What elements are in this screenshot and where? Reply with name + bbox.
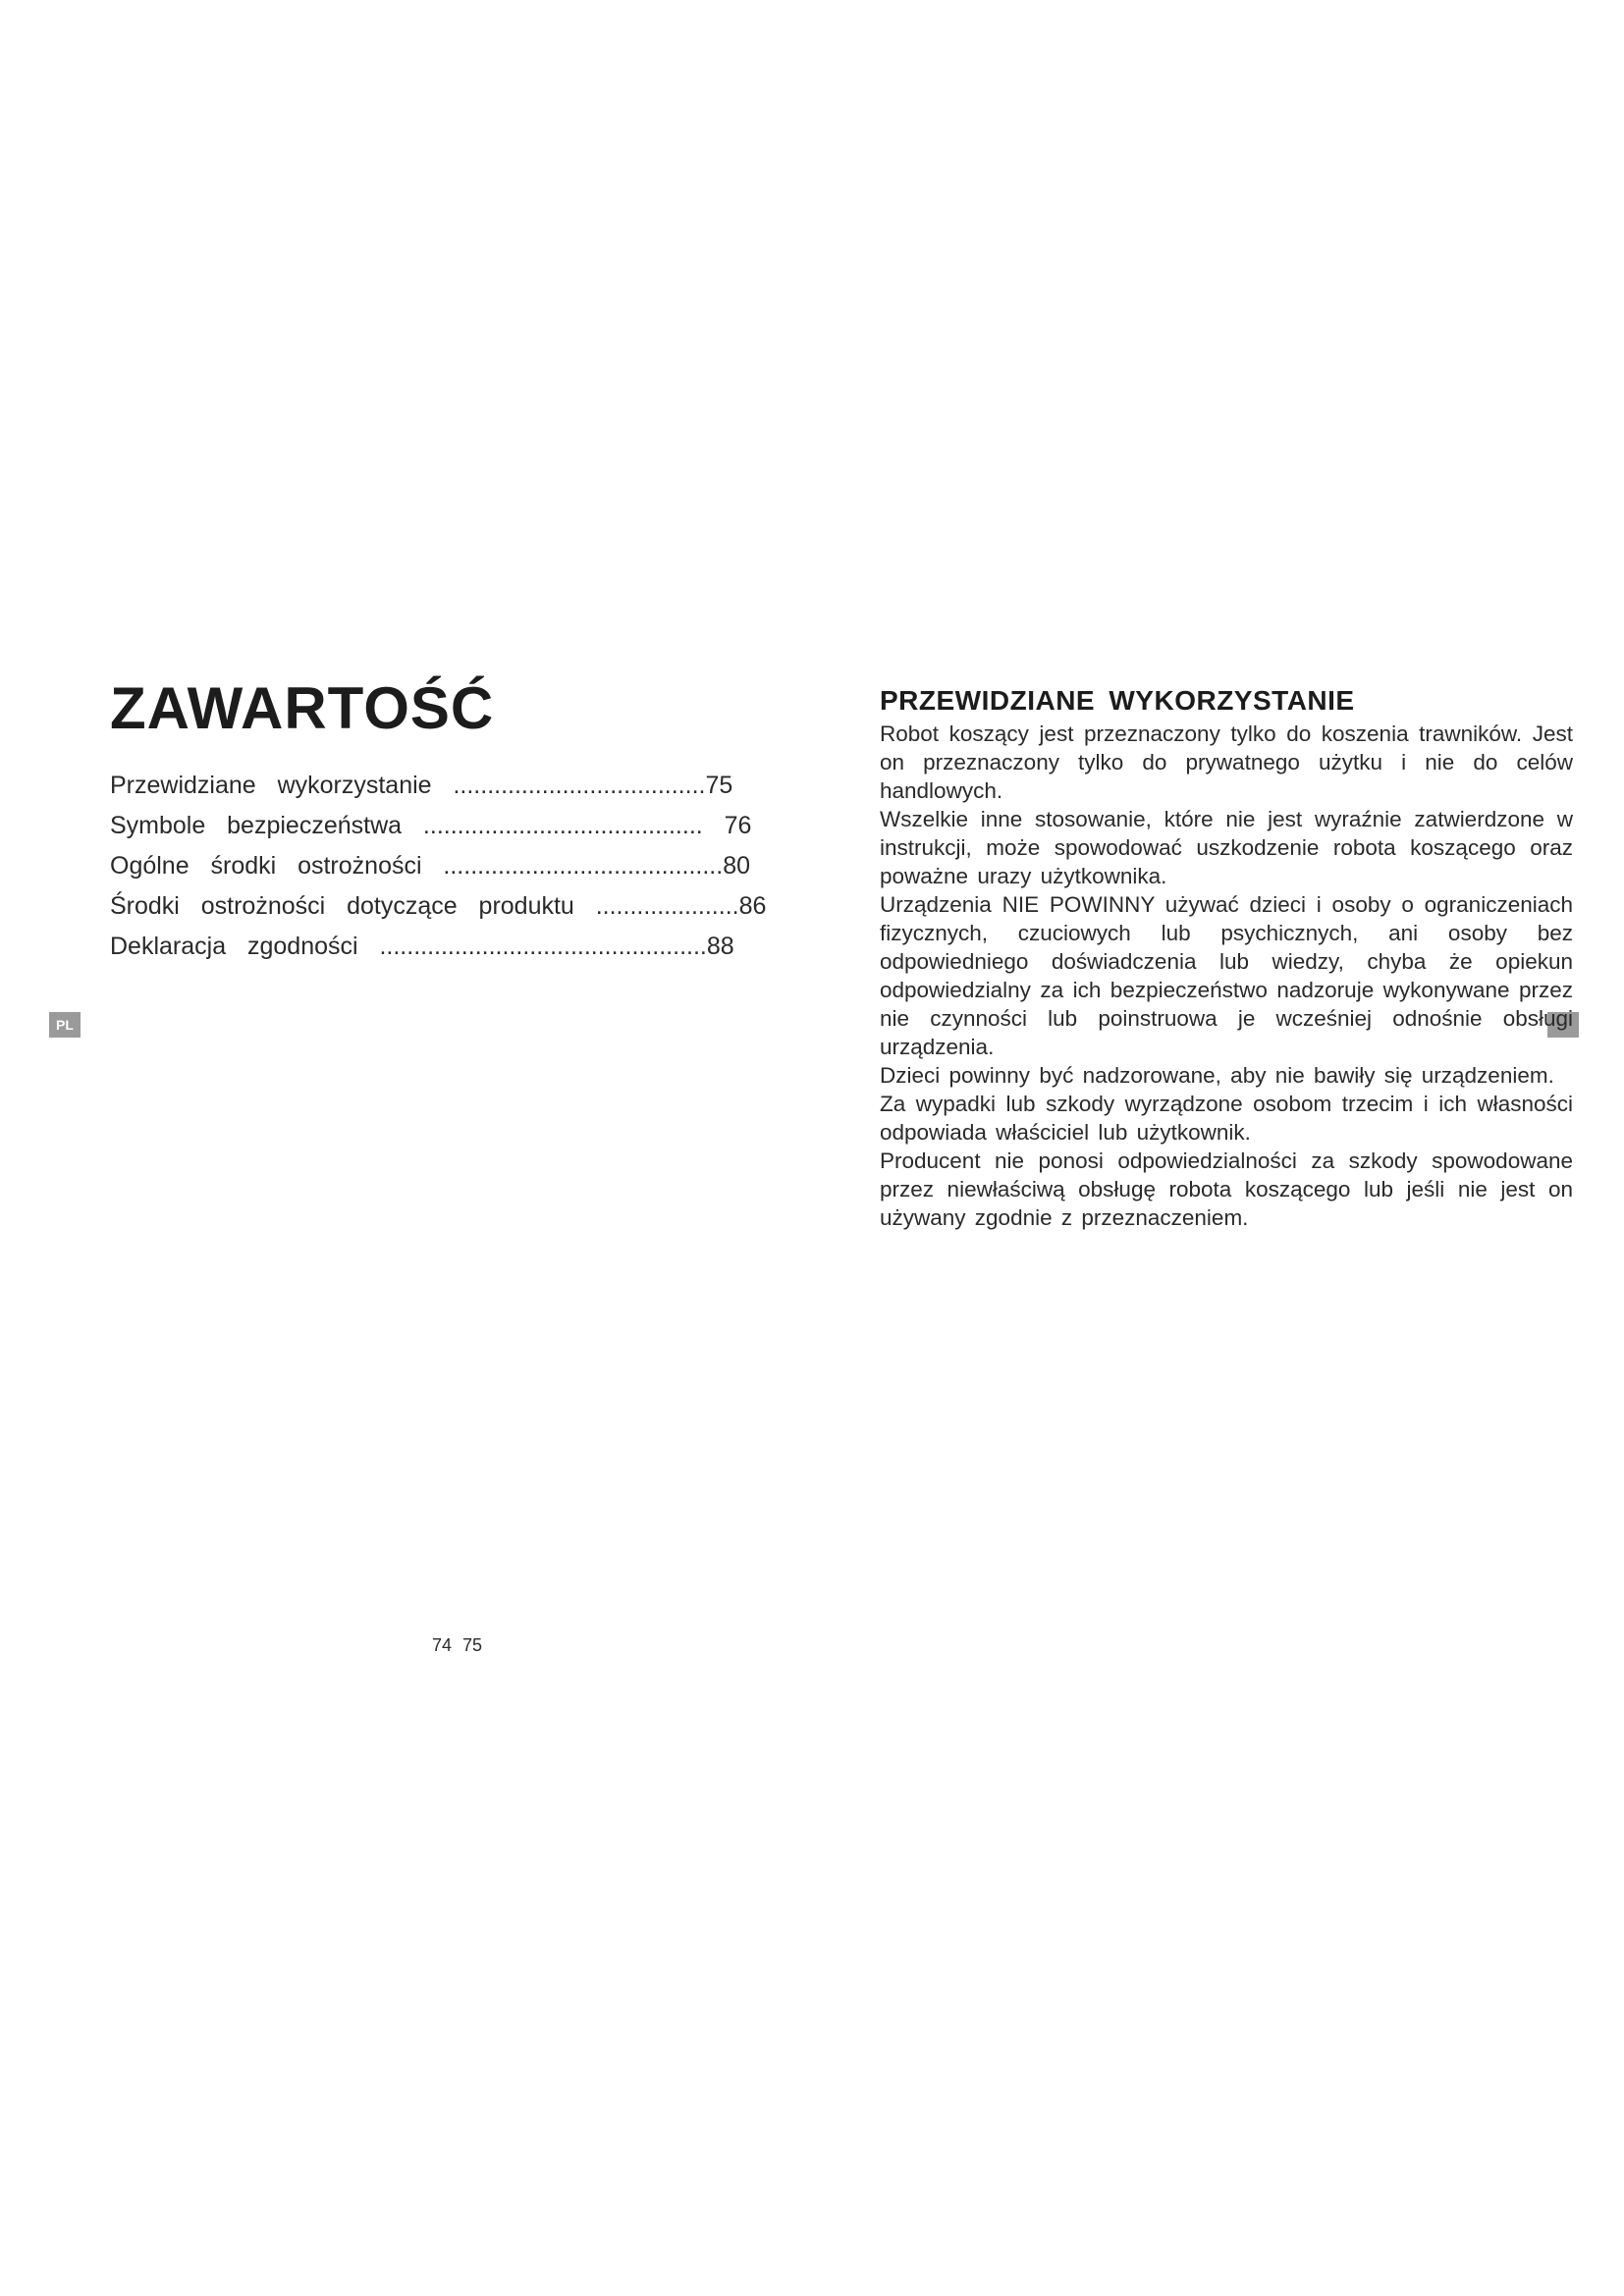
paragraph-restricted-users: Urządzenia NIE POWINNY używać dzieci i osoby o ograniczeniach fizycznych, czuciowych lub psychicznych, ani osoby bez odpowiedniego doświadczenia lub wiedzy, chyba że opiekun odpowiedzialny za ich bezpieczeństwo nadzoruje wykonywane przez nie czynności lub poinstruowa je wcześniej odnośnie obsługi urządzenia. [880,892,1573,1059]
page-numbers: 74 75 [432,1635,483,1655]
paragraph-children: Dzieci powinny być nadzorowane, aby nie bawiły się urządzeniem. [880,1063,1554,1088]
paragraph-purpose: Robot koszący jest przeznaczony tylko do koszenia trawników. Jest on przeznaczony tylko do prywatnego użytku i nie do celów handlowych. [880,721,1573,803]
toc-item-general-precautions[interactable]: Ogólne środki ostrożności .........................................80 [110,852,751,880]
section-title: PRZEWIDZIANE WYKORZYSTANIE [880,685,1355,716]
toc-list [110,766,766,967]
paragraph-other-use: Wszelkie inne stosowanie, które nie jest wyraźnie zatwierdzone w instrukcji, może spowodować uszkodzenie robota koszącego oraz poważne urazy użytkownika. [880,807,1573,888]
toc-item-intended-use[interactable]: Przewidziane wykorzystanie .....................................75 [110,772,733,799]
toc-title: ZAWARTOŚĆ [110,675,495,741]
paragraph-manufacturer: Producent nie ponosi odpowiedzialności za szkody spowodowane przez niewłaściwą obsługę robota koszącego lub jeśli nie jest on używany zgodnie z przeznaczeniem. [880,1148,1573,1230]
toc-item-safety-symbols[interactable]: Symbole bezpieczeństwa ......................................... 76 [110,812,752,839]
section-body [880,720,1573,1232]
language-tab-left: PL [49,1012,81,1038]
toc-item-declaration[interactable]: Deklaracja zgodności ................................................88 [110,933,734,960]
paragraph-liability: Za wypadki lub szkody wyrządzone osobom trzecim i ich własności odpowiada właściciel lub użytkownik. [880,1092,1573,1145]
toc-item-product-precautions[interactable]: Środki ostrożności dotyczące produktu .....................86 [110,892,767,920]
